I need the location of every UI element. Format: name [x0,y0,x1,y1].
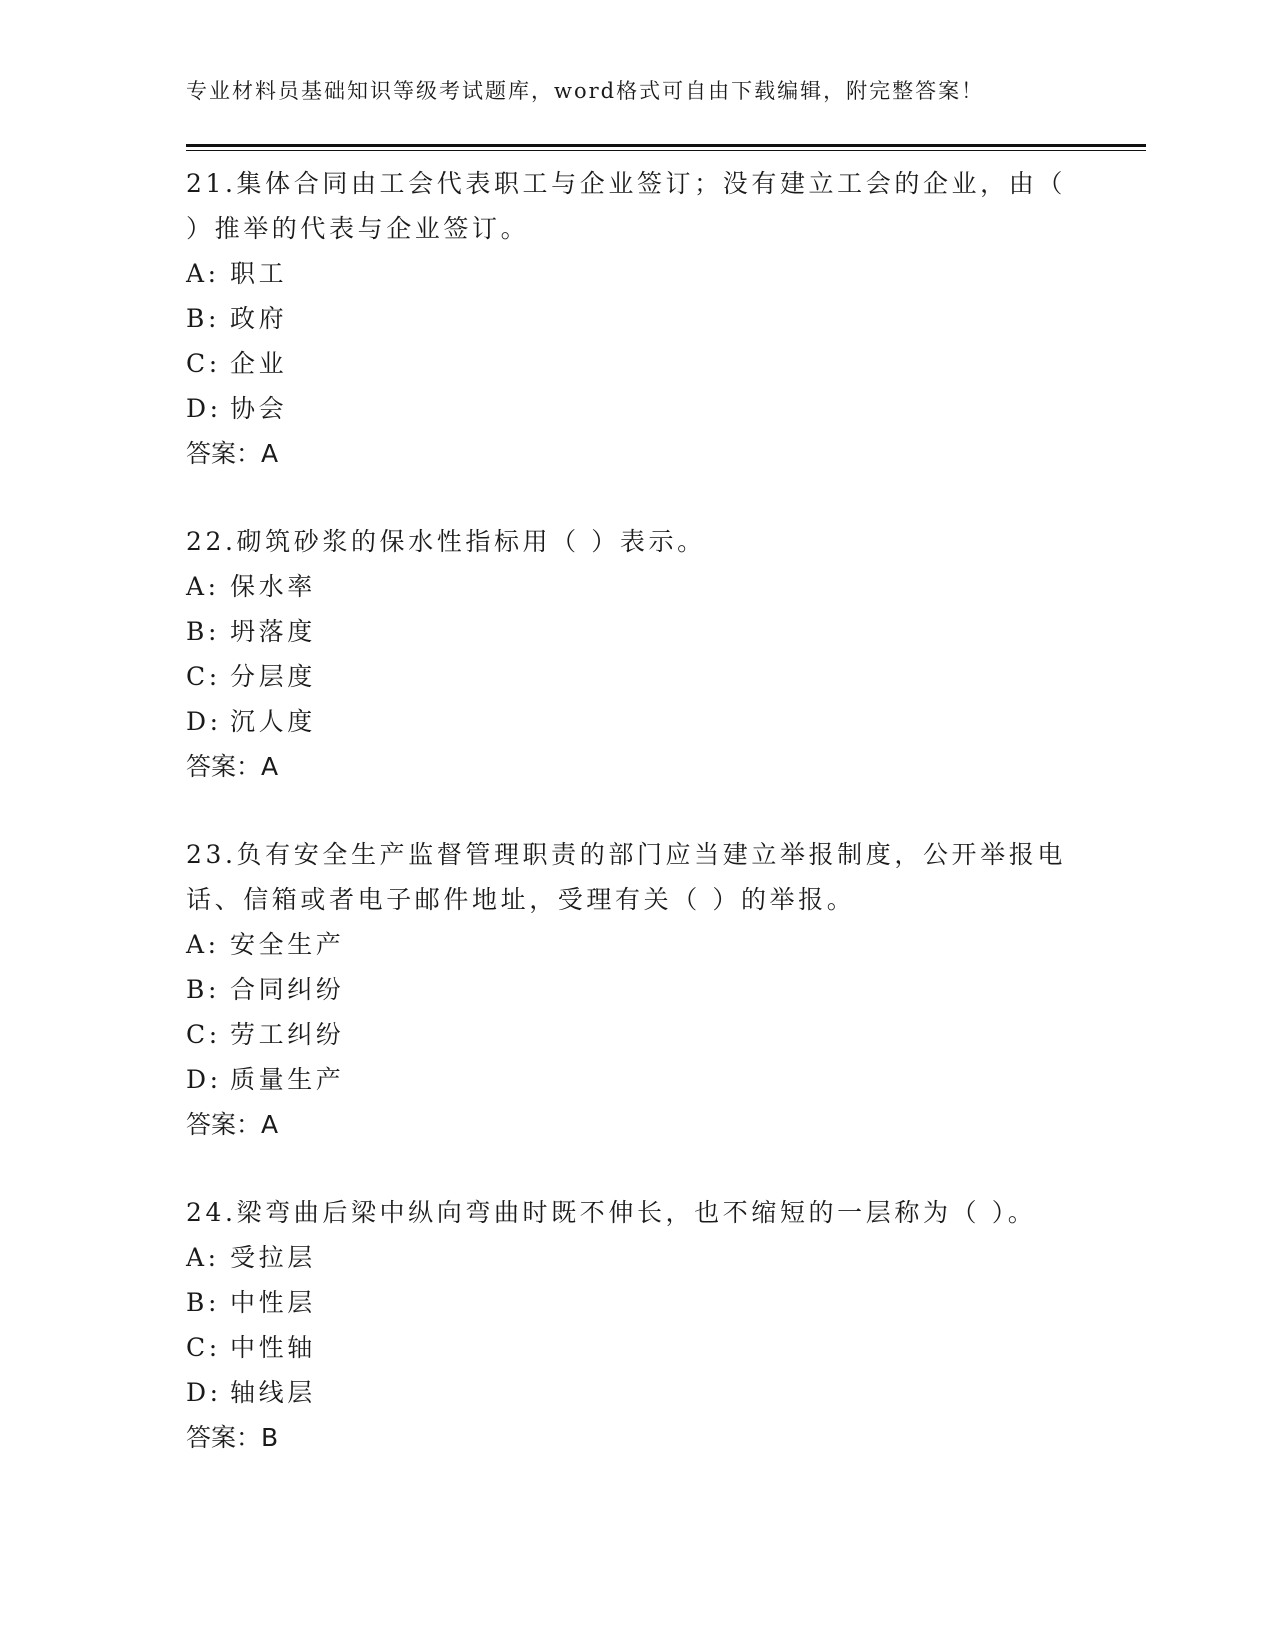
option-d [186,699,1076,744]
option-letter: A: [186,1243,220,1272]
option-c [186,341,1076,386]
question-23 [186,832,1076,1147]
question-22 [186,519,1076,789]
option-text: 协会 [230,394,288,423]
question-list [186,161,1076,1503]
answer-line: 答案：A [186,1110,279,1139]
option-text: 坍落度 [230,617,316,646]
question-24 [186,1190,1076,1460]
option-letter: D: [186,707,222,736]
option-a [186,251,1076,296]
option-d [186,1057,1076,1102]
option-a [186,564,1076,609]
option-letter: A: [186,259,220,288]
answer-line: 答案：B [186,1423,279,1452]
option-text: 质量生产 [230,1065,345,1094]
option-letter: C: [186,1020,221,1049]
option-b [186,296,1076,341]
option-text: 沉人度 [230,707,316,736]
page-header-title: 专业材料员基础知识等级考试题库，word格式可自由下载编辑，附完整答案！ [186,79,985,103]
option-a [186,922,1076,967]
answer-line: 答案：A [186,439,279,468]
option-letter: D: [186,1378,222,1407]
option-c [186,1325,1076,1370]
option-letter: A: [186,572,220,601]
option-text: 中性层 [230,1288,316,1317]
option-letter: B: [186,617,220,646]
option-text: 安全生产 [230,930,345,959]
option-c [186,654,1076,699]
option-letter: A: [186,930,220,959]
option-letter: C: [186,1333,221,1362]
option-text: 轴线层 [230,1378,316,1407]
answer-line: 答案：A [186,752,279,781]
question-21 [186,161,1076,476]
option-c [186,1012,1076,1057]
option-text: 企业 [230,349,288,378]
option-b [186,1280,1076,1325]
option-text: 受拉层 [230,1243,316,1272]
question-stem: 24.梁弯曲后梁中纵向弯曲时既不伸长，也不缩短的一层称为（ ）。 [186,1198,1037,1227]
option-b [186,609,1076,654]
option-a [186,1235,1076,1280]
question-stem: 23.负有安全生产监督管理职责的部门应当建立举报制度，公开举报电话、信箱或者电子邮件地址，受理有关（ ）的举报。 [186,840,1066,914]
option-text: 合同纠纷 [230,975,345,1004]
option-text: 分层度 [230,662,316,691]
option-d [186,1370,1076,1415]
option-text: 职工 [230,259,288,288]
option-text: 保水率 [230,572,316,601]
option-letter: B: [186,1288,220,1317]
header-rule-thick [186,144,1146,147]
option-letter: B: [186,304,220,333]
option-b [186,967,1076,1012]
option-text: 政府 [230,304,288,333]
option-letter: D: [186,1065,222,1094]
question-stem: 21.集体合同由工会代表职工与企业签订；没有建立工会的企业，由（ ）推举的代表与企业签订。 [186,169,1066,243]
option-letter: B: [186,975,220,1004]
question-stem: 22.砌筑砂浆的保水性指标用（ ）表示。 [186,527,706,556]
option-d [186,386,1076,431]
option-letter: D: [186,394,222,423]
option-text: 中性轴 [230,1333,316,1362]
header-rule-thin [186,150,1146,151]
option-text: 劳工纠纷 [230,1020,345,1049]
option-letter: C: [186,349,221,378]
option-letter: C: [186,662,221,691]
